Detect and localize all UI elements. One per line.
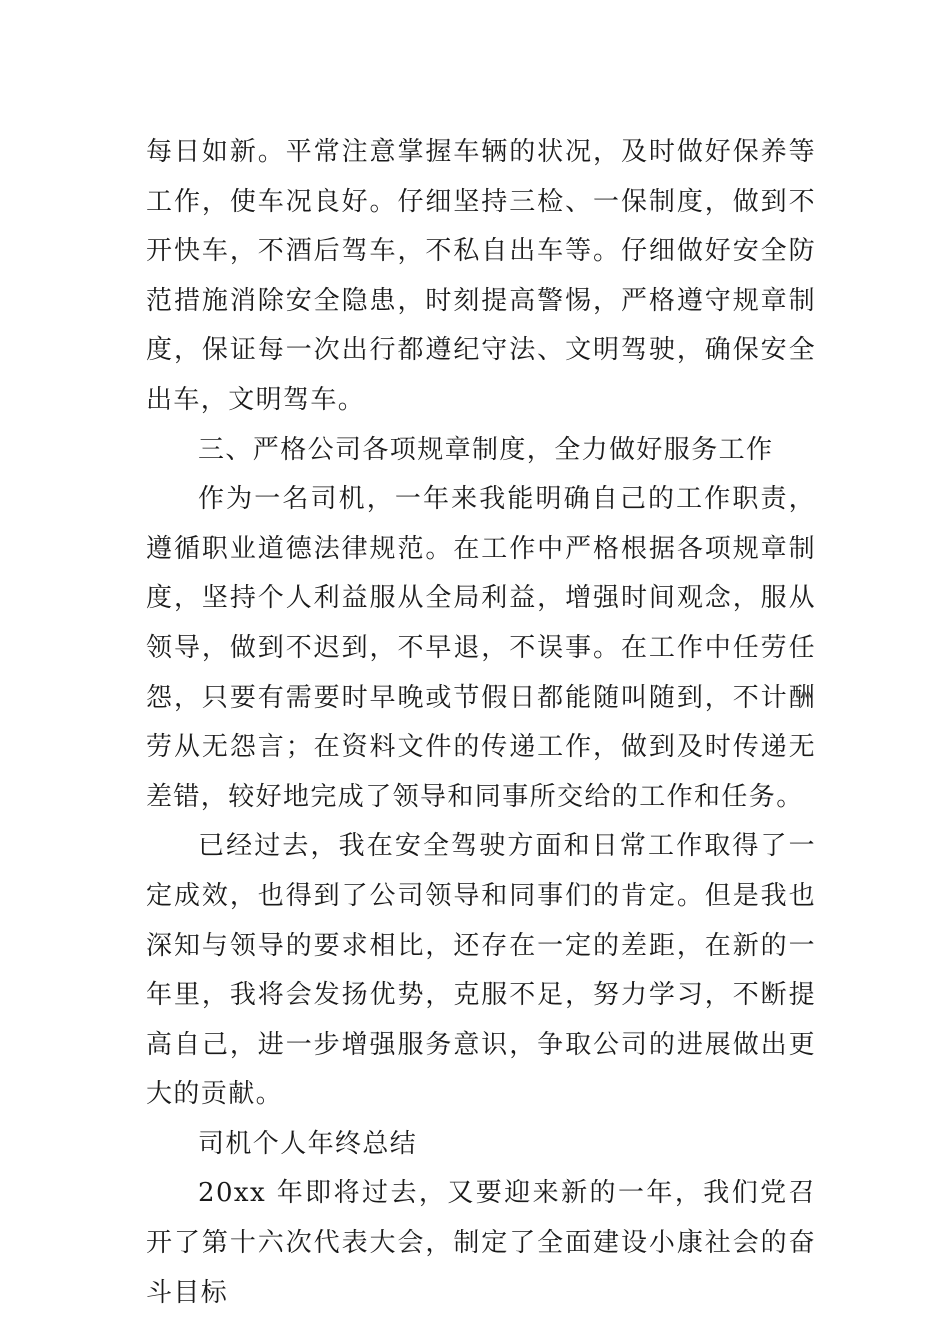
document-subtitle: 司机个人年终总结 — [198, 1128, 418, 1159]
document-body — [146, 128, 816, 1318]
paragraph-year-review: 已经过去，我在安全驾驶方面和日常工作取得了一定成效，也得到了公司领导和同事们的肯定。但是我也深知与领导的要求相比，还存在一定的差距，在新的一年里，我将会发扬优势，克服不足，努力学习，不断提高自己，进一步增强服务意识，争取公司的进展做出更大的贡献。 — [146, 831, 816, 1110]
paragraph-new-year-intro: 20xx 年即将过去，又要迎来新的一年，我们党召开了第十六次代表大会，制定了全面建设小康社会的奋斗目标 — [146, 1178, 816, 1308]
paragraph-job-duties: 作为一名司机，一年来我能明确自己的工作职责，遵循职业道德法律规范。在工作中严格根据各项规章制度，坚持个人利益服从全局利益，增强时间观念，服从领导，做到不迟到，不早退，不误事。在工作中任劳任怨，只要有需要时早晚或节假日都能随叫随到，不计酬劳从无怨言；在资料文件的传递工作，做到及时传递无差错，较好地完成了领导和同事所交给的工作和任务。 — [146, 484, 816, 812]
paragraph-vehicle-maintenance: 每日如新。平常注意掌握车辆的状况，及时做好保养等工作，使车况良好。仔细坚持三检、一保制度，做到不开快车，不酒后驾车，不私自出车等。仔细做好安全防范措施消除安全隐患，时刻提高警惕，严格遵守规章制度，保证每一次出行都遵纪守法、文明驾驶，确保安全出车，文明驾车。 — [146, 137, 816, 415]
section-heading-three: 三、严格公司各项规章制度，全力做好服务工作 — [198, 434, 774, 465]
